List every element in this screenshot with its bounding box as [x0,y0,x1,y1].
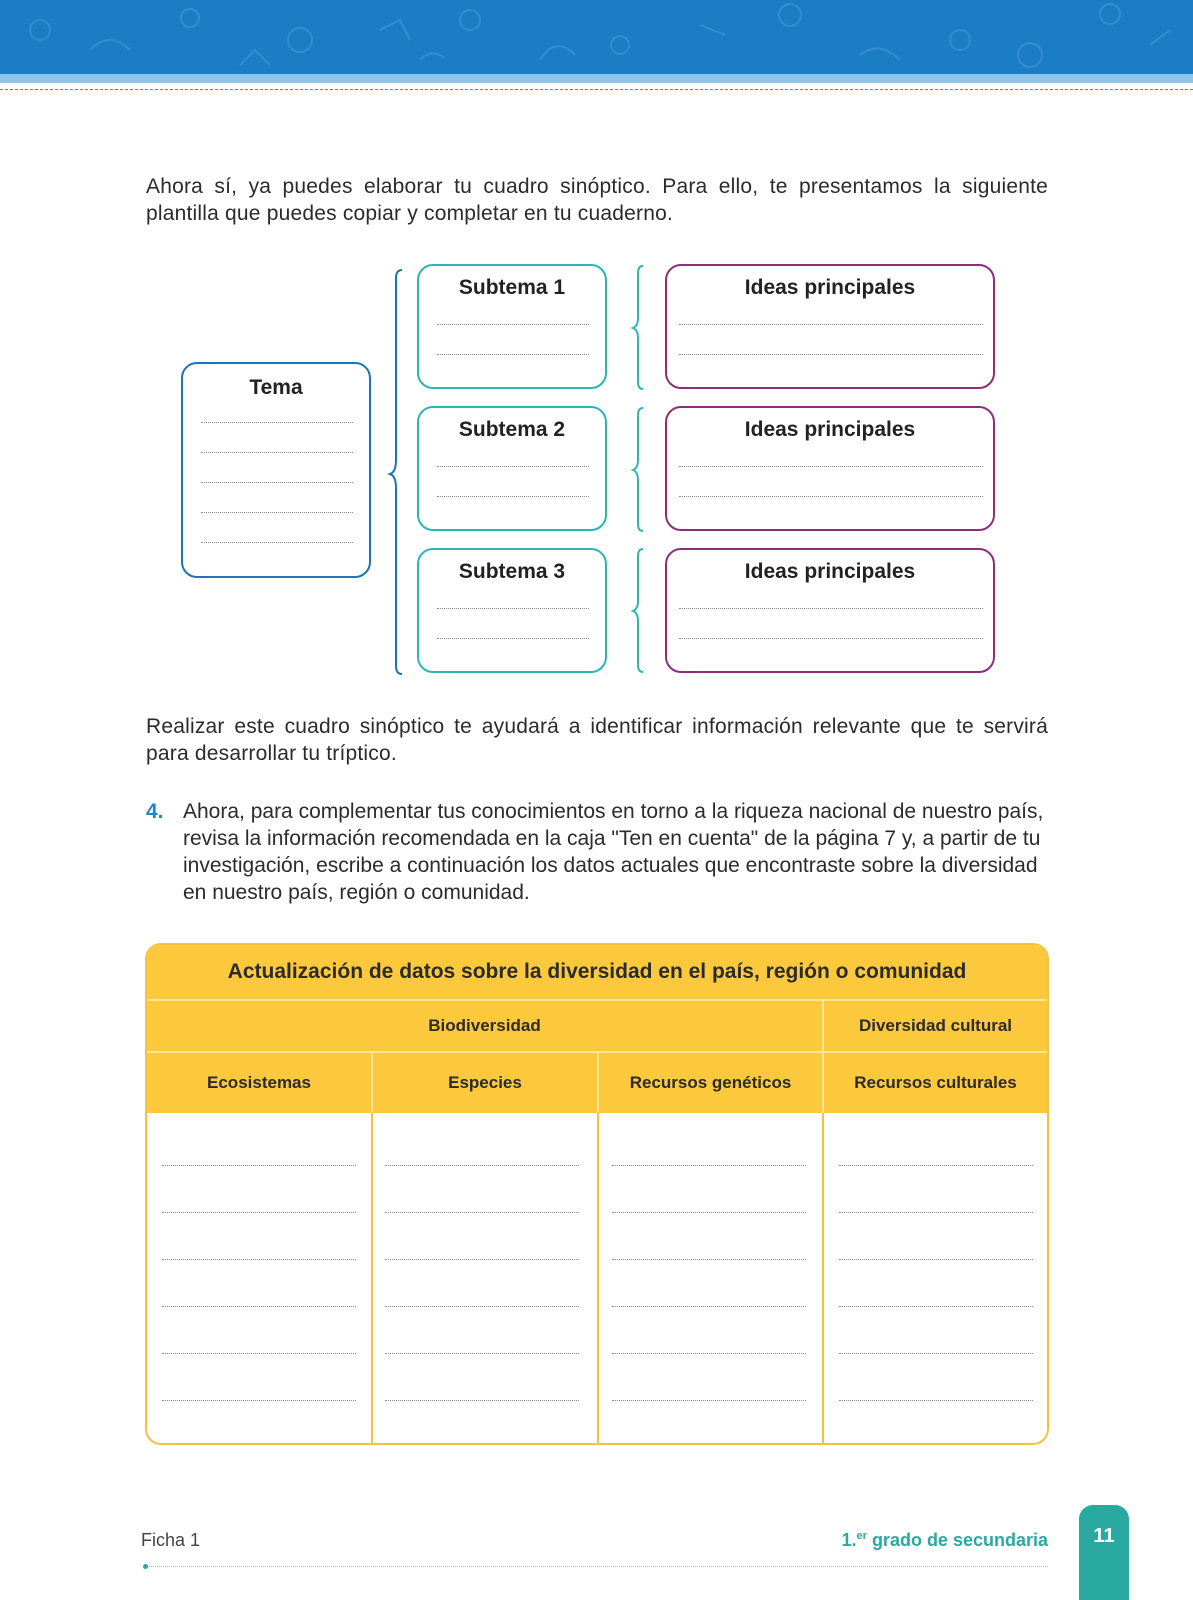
col-header-divider-3 [822,1001,824,1113]
tema-line-5 [201,542,353,543]
footer-grade-sup: er [856,1530,867,1542]
subtema-2-line-2 [437,496,589,497]
subtema-3-line-2 [437,638,589,639]
column-header-especies: Especies [373,1053,597,1113]
col-header-divider-1 [371,1053,373,1113]
geneticos-line-4 [612,1306,806,1307]
geneticos-line-3 [612,1259,806,1260]
table-cell-especies[interactable] [373,1113,597,1443]
group-header-diversidad-cultural: Diversidad cultural [824,1001,1047,1051]
subtema-title-1: Subtema 1 [458,276,566,299]
ecosistemas-line-5 [162,1353,356,1354]
after-diagram-paragraph: Realizar este cuadro sinóptico te ayudará a identificar información relevante que te servirá para desarrollar tu tríptico. [146,715,1048,765]
ideas-box-2[interactable] [665,406,995,531]
header-banner [0,0,1193,74]
question-text: Ahora, para complementar tus conocimientos en torno a la riqueza nacional de nuestro país, revisa la información recomendada en la caja "Ten en cuenta" de la página 7 y, a partir de tu investigación, escribe a continuación los datos actuales que encontraste sobre la diversidad en nuestro país, región o comunidad. [183,800,1044,904]
footer-dot [143,1564,148,1569]
diversity-table [145,943,1049,1445]
page-number-tab [1079,1505,1129,1600]
table-cell-recursos-culturales[interactable] [824,1113,1047,1443]
column-header-recursos-geneticos: Recursos genéticos [599,1053,822,1113]
tema-line-1 [201,422,353,423]
especies-line-1 [385,1165,579,1166]
geneticos-line-2 [612,1212,806,1213]
footer-divider [146,1566,1048,1567]
footer-ficha: Ficha 1 [141,1530,201,1550]
geneticos-line-6 [612,1400,806,1401]
subtema-2-line-1 [437,466,589,467]
question-number: 4. [146,800,164,823]
subtema-title-3: Subtema 3 [458,560,566,583]
column-header-recursos-culturales: Recursos culturales [824,1053,1047,1113]
page-number: 11 [1093,1525,1115,1547]
subtema-title-2: Subtema 2 [458,418,566,441]
especies-line-4 [385,1306,579,1307]
subtema-box-3[interactable] [417,548,607,673]
ideas-2-line-2 [679,496,983,497]
ecosistemas-line-6 [162,1400,356,1401]
culturales-line-4 [839,1306,1033,1307]
header-dashed-divider [0,89,1193,90]
especies-line-6 [385,1400,579,1401]
geneticos-line-1 [612,1165,806,1166]
footer-grade-rest: grado de secundaria [866,1530,1048,1550]
especies-line-2 [385,1212,579,1213]
subtema-box-1[interactable] [417,264,607,389]
subtema-braces [633,266,643,672]
table-title: Actualización de datos sobre la diversidad en el país, región o comunidad [147,945,1047,999]
header-stripe [0,74,1193,83]
tema-title: Tema [249,376,303,399]
subtema-1-line-1 [437,324,589,325]
subtema-3-line-1 [437,608,589,609]
tema-line-4 [201,512,353,513]
geneticos-line-5 [612,1353,806,1354]
group-header-biodiversidad: Biodiversidad [147,1001,822,1051]
column-header-ecosistemas: Ecosistemas [147,1053,371,1113]
ecosistemas-line-4 [162,1306,356,1307]
culturales-line-3 [839,1259,1033,1260]
ideas-title-3: Ideas principales [744,560,916,583]
ideas-1-line-2 [679,354,983,355]
footer-grade [800,1530,1048,1551]
ideas-2-line-1 [679,466,983,467]
culturales-line-6 [839,1400,1033,1401]
ecosistemas-line-2 [162,1212,356,1213]
tema-line-2 [201,452,353,453]
ideas-box-1[interactable] [665,264,995,389]
subtema-1-line-2 [437,354,589,355]
table-cell-ecosistemas[interactable] [147,1113,371,1443]
ideas-title-1: Ideas principales [744,276,916,299]
culturales-line-2 [839,1212,1033,1213]
ideas-3-line-1 [679,608,983,609]
especies-line-3 [385,1259,579,1260]
ideas-1-line-1 [679,324,983,325]
intro-paragraph: Ahora sí, ya puedes elaborar tu cuadro sinóptico. Para ello, te presentamos la siguiente plantilla que puedes copiar y completar en tu cuaderno. [146,175,1048,225]
footer-grade-prefix: 1. [841,1530,857,1550]
tema-box[interactable] [181,362,371,578]
culturales-line-1 [839,1165,1033,1166]
col-header-divider-2 [597,1053,599,1113]
header-doodles [0,0,1193,74]
ideas-3-line-2 [679,638,983,639]
especies-line-5 [385,1353,579,1354]
culturales-line-5 [839,1353,1033,1354]
table-cell-recursos-geneticos[interactable] [599,1113,822,1443]
tema-brace [390,270,402,674]
subtema-box-2[interactable] [417,406,607,531]
tema-line-3 [201,482,353,483]
ecosistemas-line-1 [162,1165,356,1166]
ideas-box-3[interactable] [665,548,995,673]
ideas-title-2: Ideas principales [744,418,916,441]
ecosistemas-line-3 [162,1259,356,1260]
